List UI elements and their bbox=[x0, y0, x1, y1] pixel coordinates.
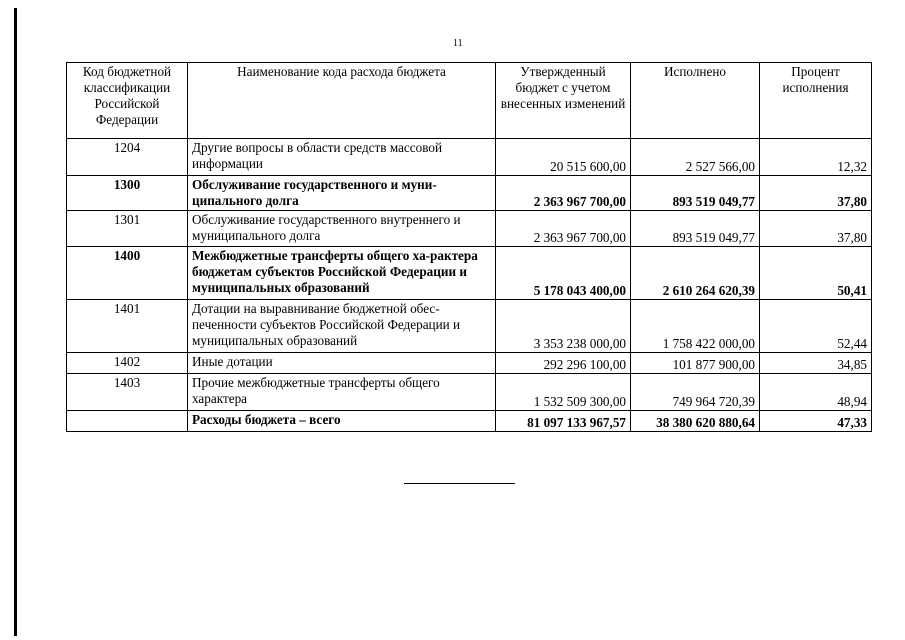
row-approved: 292 296 100,00 bbox=[496, 353, 631, 374]
row-executed: 749 964 720,39 bbox=[631, 374, 760, 411]
row-code: 1301 bbox=[67, 211, 188, 247]
budget-execution-table bbox=[66, 62, 872, 432]
row-name: Дотации на выравнивание бюджетной обес-печенности субъектов Российской Федерации и муниципальных образований bbox=[188, 300, 496, 353]
header-expense-name: Наименование кода расхода бюджета bbox=[188, 63, 496, 139]
table-row bbox=[67, 176, 872, 211]
header-execution-percent: Процент исполнения bbox=[760, 63, 872, 139]
page-number: 11 bbox=[453, 38, 463, 49]
table-row bbox=[67, 247, 872, 300]
row-code: 1400 bbox=[67, 247, 188, 300]
row-name: Другие вопросы в области средств массовой информации bbox=[188, 139, 496, 176]
row-executed: 101 877 900,00 bbox=[631, 353, 760, 374]
row-approved: 5 178 043 400,00 bbox=[496, 247, 631, 300]
row-percent: 34,85 bbox=[760, 353, 872, 374]
row-name: Обслуживание государственного и муни-ципального долга bbox=[188, 176, 496, 211]
table-header-row bbox=[67, 63, 872, 139]
row-percent: 37,80 bbox=[760, 211, 872, 247]
row-approved: 2 363 967 700,00 bbox=[496, 211, 631, 247]
row-percent: 50,41 bbox=[760, 247, 872, 300]
row-code: 1204 bbox=[67, 139, 188, 176]
row-approved: 20 515 600,00 bbox=[496, 139, 631, 176]
row-executed: 893 519 049,77 bbox=[631, 211, 760, 247]
table-row bbox=[67, 139, 872, 176]
row-executed: 1 758 422 000,00 bbox=[631, 300, 760, 353]
document-end-rule bbox=[404, 483, 515, 484]
header-approved-budget: Утвержденный бюджет с учетом внесенных изменений bbox=[496, 63, 631, 139]
row-approved: 2 363 967 700,00 bbox=[496, 176, 631, 211]
row-executed: 2 527 566,00 bbox=[631, 139, 760, 176]
row-approved: 3 353 238 000,00 bbox=[496, 300, 631, 353]
row-percent: 37,80 bbox=[760, 176, 872, 211]
table-total-row bbox=[67, 411, 872, 432]
row-name: Прочие межбюджетные трансферты общего характера bbox=[188, 374, 496, 411]
row-percent: 47,33 bbox=[760, 411, 872, 432]
row-percent: 48,94 bbox=[760, 374, 872, 411]
table-row bbox=[67, 211, 872, 247]
row-code: 1403 bbox=[67, 374, 188, 411]
row-name: Расходы бюджета – всего bbox=[188, 411, 496, 432]
header-executed: Исполнено bbox=[631, 63, 760, 139]
page-binding-edge bbox=[14, 8, 17, 636]
row-executed: 893 519 049,77 bbox=[631, 176, 760, 211]
row-approved: 81 097 133 967,57 bbox=[496, 411, 631, 432]
row-name: Обслуживание государственного внутреннего и муниципального долга bbox=[188, 211, 496, 247]
header-budget-code: Код бюджетной классификации Российской Федерации bbox=[67, 63, 188, 139]
table-row bbox=[67, 374, 872, 411]
row-code: 1401 bbox=[67, 300, 188, 353]
row-code: 1402 bbox=[67, 353, 188, 374]
row-code: 1300 bbox=[67, 176, 188, 211]
table-row bbox=[67, 300, 872, 353]
row-percent: 52,44 bbox=[760, 300, 872, 353]
row-percent: 12,32 bbox=[760, 139, 872, 176]
row-approved: 1 532 509 300,00 bbox=[496, 374, 631, 411]
row-executed: 38 380 620 880,64 bbox=[631, 411, 760, 432]
row-executed: 2 610 264 620,39 bbox=[631, 247, 760, 300]
row-code bbox=[67, 411, 188, 432]
table-row bbox=[67, 353, 872, 374]
row-name: Межбюджетные трансферты общего ха-рактера бюджетам субъектов Российской Федерации и муниципальных образований bbox=[188, 247, 496, 300]
row-name: Иные дотации bbox=[188, 353, 496, 374]
